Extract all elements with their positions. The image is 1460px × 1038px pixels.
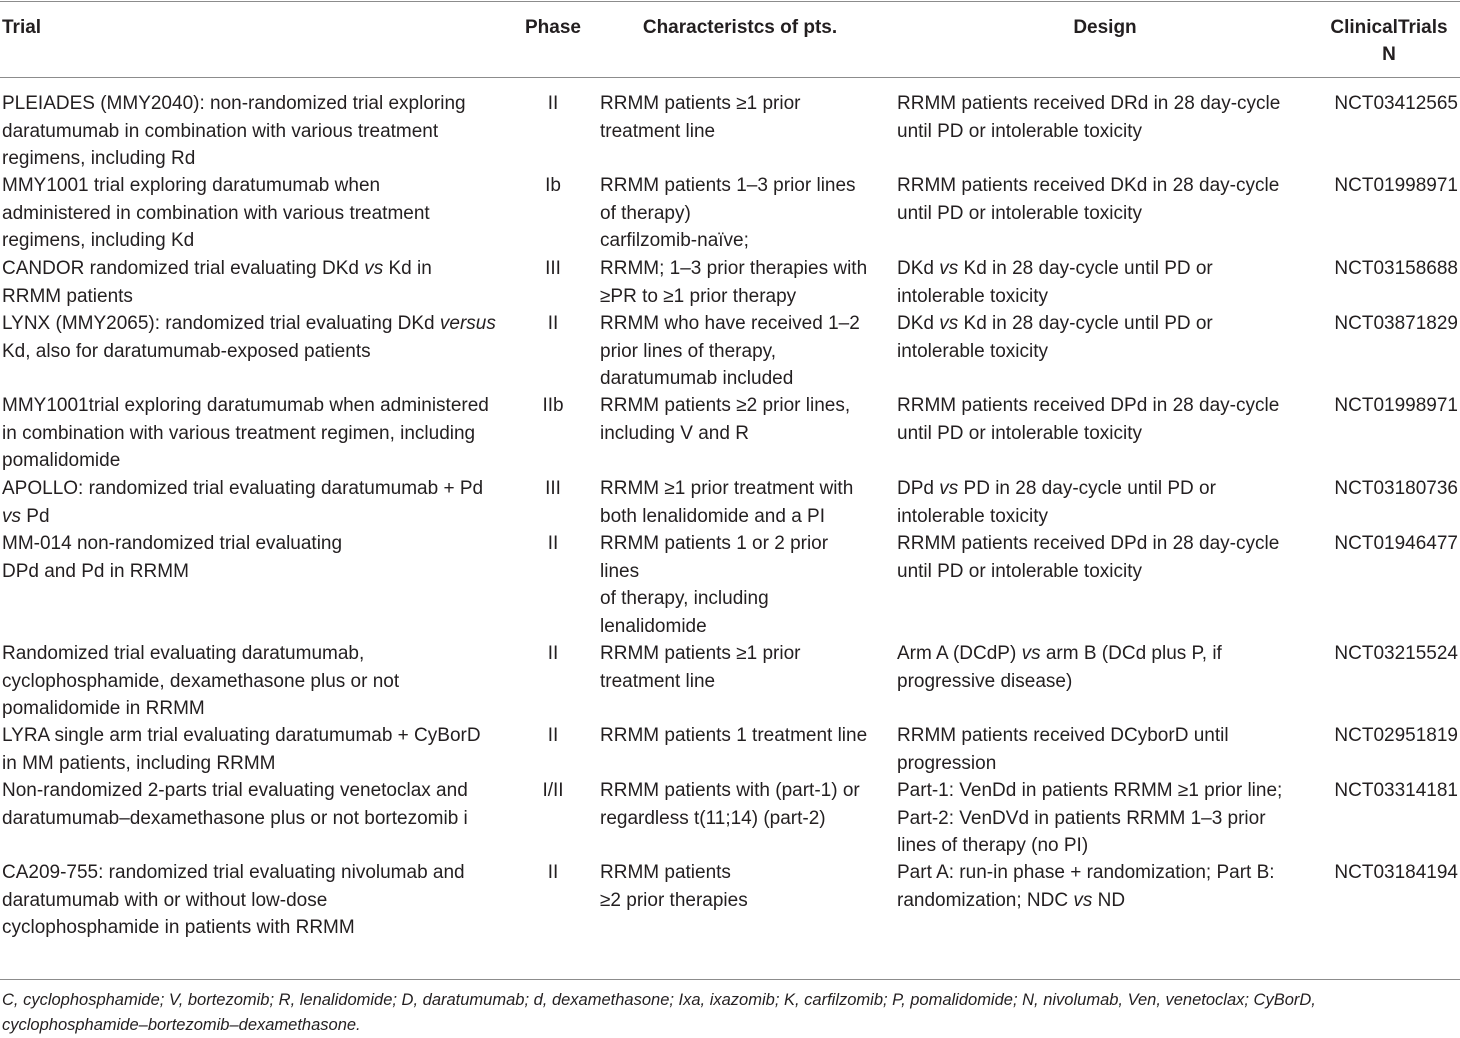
cell-trial-line: RRMM patients <box>2 285 133 307</box>
cell-characteristics-line: RRMM patients <box>600 862 731 883</box>
cell-design-line: RRMM patients received DKd in 28 day-cycle <box>897 175 1280 196</box>
cell-nct-number-line: NCT03184194 <box>1334 862 1458 883</box>
cell-phase-line: IIb <box>542 395 564 416</box>
cell-trial-line: administered in combination with various treatment <box>2 202 430 224</box>
cell-trial-line: in MM patients, including RRMM <box>2 752 276 774</box>
cell-design-line: RRMM patients received DRd in 28 day-cycle <box>897 93 1281 114</box>
cell-trial-line: Non-randomized 2-parts trial evaluating venetoclax and <box>2 780 468 801</box>
cell-design-line: until PD or intolerable toxicity <box>897 560 1142 582</box>
cell-characteristics-line: RRMM; 1–3 prior therapies with <box>600 258 868 279</box>
cell-phase-line: II <box>547 313 559 334</box>
cell-phase <box>500 777 606 805</box>
cell-characteristics-line: ≥PR to ≥1 prior therapy <box>600 285 797 307</box>
cell-phase-line: I/II <box>542 780 564 801</box>
footnote-line: cyclophosphamide–bortezomib–dexamethasone. <box>2 1016 361 1034</box>
cell-nct-number <box>1318 392 1458 420</box>
cell-trial-line: daratumumab–dexamethasone plus or not bortezomib i <box>2 807 468 829</box>
cell-nct-number-line: NCT03215524 <box>1334 643 1458 664</box>
cell-characteristics <box>600 392 885 447</box>
cell-characteristics-line: lenalidomide <box>600 615 707 637</box>
cell-trial-line: MM-014 non-randomized trial evaluating <box>2 533 343 554</box>
cell-nct-number-line: NCT03871829 <box>1334 313 1458 334</box>
cell-phase <box>500 530 606 558</box>
cell-characteristics-line: treatment line <box>600 670 716 692</box>
cell-characteristics-line: ≥2 prior therapies <box>600 889 748 911</box>
cell-nct-number-line: NCT01946477 <box>1334 533 1458 554</box>
cell-phase-line: II <box>547 93 559 114</box>
cell-phase <box>500 255 606 283</box>
cell-design <box>897 392 1317 447</box>
cell-trial-line: cyclophosphamide in patients with RRMM <box>2 917 355 938</box>
cell-characteristics-line: of therapy, including <box>600 588 769 609</box>
cell-trial <box>2 255 512 310</box>
cell-trial-line: daratumumab in combination with various treatment <box>2 120 439 142</box>
cell-characteristics-line: RRMM who have received 1–2 <box>600 313 860 334</box>
cell-trial-line: MMY1001trial exploring daratumumab when administered <box>2 395 489 416</box>
cell-design <box>897 777 1317 860</box>
cell-characteristics <box>600 310 885 393</box>
cell-phase <box>500 392 606 420</box>
cell-nct-number <box>1318 777 1458 805</box>
cell-characteristics-line: regardless t(11;14) (part-2) <box>600 807 826 829</box>
cell-nct-number <box>1318 255 1458 283</box>
cell-characteristics-line: carfilzomib-naïve; <box>600 230 749 251</box>
cell-design-line: randomization; NDC vs ND <box>897 889 1126 911</box>
cell-characteristics-line: lines <box>600 560 640 582</box>
cell-characteristics-line: of therapy) <box>600 202 691 224</box>
cell-phase <box>500 475 606 503</box>
cell-trial <box>2 310 512 365</box>
cell-phase <box>500 722 606 750</box>
header-clinicaltrials-line2: N <box>1382 44 1396 65</box>
cell-nct-number <box>1318 90 1458 118</box>
cell-trial-line: pomalidomide in RRMM <box>2 698 205 719</box>
cell-design-line: RRMM patients received DPd in 28 day-cycle <box>897 395 1280 416</box>
cell-design-line: intolerable toxicity <box>897 285 1049 307</box>
cell-phase <box>500 310 606 338</box>
cell-phase-line: II <box>547 862 559 883</box>
cell-trial <box>2 172 512 255</box>
cell-characteristics-line: RRMM patients ≥2 prior lines, <box>600 395 851 416</box>
cell-design <box>897 530 1317 585</box>
cell-design-line: until PD or intolerable toxicity <box>897 120 1142 142</box>
cell-characteristics <box>600 859 885 914</box>
cell-phase <box>500 172 606 200</box>
cell-trial-line: daratumumab with or without low-dose <box>2 889 328 911</box>
cell-characteristics <box>600 722 885 750</box>
cell-design <box>897 255 1317 310</box>
cell-design-line: DPd vs PD in 28 day-cycle until PD or <box>897 478 1216 499</box>
cell-characteristics <box>600 90 885 145</box>
cell-trial-line: CA209-755: randomized trial evaluating nivolumab and <box>2 862 465 883</box>
cell-nct-number <box>1318 310 1458 338</box>
cell-trial <box>2 777 512 832</box>
cell-trial <box>2 392 512 475</box>
cell-design <box>897 640 1317 695</box>
cell-nct-number-line: NCT03412565 <box>1334 93 1458 114</box>
header-clinicaltrials-line1: ClinicalTrials <box>1330 17 1448 38</box>
table-top-rule <box>0 1 1460 2</box>
cell-nct-number-line: NCT03158688 <box>1334 258 1458 279</box>
cell-nct-number <box>1318 530 1458 558</box>
cell-characteristics-line: RRMM patients 1 or 2 prior <box>600 533 829 554</box>
cell-phase <box>500 640 606 668</box>
header-bottom-rule <box>0 77 1460 78</box>
table-bottom-rule <box>0 979 1460 980</box>
cell-characteristics-line: including V and R <box>600 422 749 444</box>
cell-characteristics-line: RRMM ≥1 prior treatment with <box>600 478 854 499</box>
cell-phase-line: III <box>545 478 561 499</box>
cell-trial-line: vs Pd <box>2 505 50 527</box>
cell-nct-number <box>1318 475 1458 503</box>
cell-design-line: progression <box>897 752 997 774</box>
cell-design-line: intolerable toxicity <box>897 340 1049 362</box>
cell-nct-number-line: NCT03314181 <box>1334 780 1458 801</box>
cell-trial <box>2 90 512 173</box>
cell-nct-number <box>1318 172 1458 200</box>
cell-design <box>897 90 1317 145</box>
cell-trial-line: pomalidomide <box>2 450 121 471</box>
cell-nct-number <box>1318 722 1458 750</box>
cell-characteristics-line: RRMM patients 1–3 prior lines <box>600 175 856 196</box>
footnote-line: C, cyclophosphamide; V, bortezomib; R, lenalidomide; D, daratumumab; d, dexamethasone; Ixa, ixazomib; K, carfilzomib; P, pomalidomide; N, nivolumab, Ven, venetoclax; CyBorD, <box>2 991 1316 1009</box>
cell-characteristics-line: prior lines of therapy, <box>600 340 777 362</box>
header-design: Design <box>1073 17 1137 38</box>
header-characteristics: Characteristcs of pts. <box>642 17 838 38</box>
cell-trial-line: CANDOR randomized trial evaluating DKd vs Kd in <box>2 258 432 279</box>
cell-design <box>897 722 1317 777</box>
cell-characteristics <box>600 172 885 255</box>
cell-design-line: Arm A (DCdP) vs arm B (DCd plus P, if <box>897 643 1222 664</box>
cell-nct-number <box>1318 859 1458 887</box>
cell-phase-line: II <box>547 725 559 746</box>
cell-trial <box>2 475 512 530</box>
table-footnote <box>2 988 1458 1038</box>
cell-design-line: until PD or intolerable toxicity <box>897 202 1142 224</box>
cell-characteristics-line: RRMM patients ≥1 prior <box>600 643 801 664</box>
cell-trial-line: DPd and Pd in RRMM <box>2 560 189 582</box>
cell-characteristics <box>600 777 885 832</box>
cell-characteristics <box>600 475 885 530</box>
cell-design-line: Part A: run-in phase + randomization; Part B: <box>897 862 1275 883</box>
cell-trial-line: cyclophosphamide, dexamethasone plus or not <box>2 670 400 692</box>
cell-nct-number-line: NCT01998971 <box>1334 395 1458 416</box>
cell-design-line: Part-2: VenDVd in patients RRMM 1–3 prior <box>897 807 1266 829</box>
cell-design <box>897 859 1317 914</box>
cell-trial-line: MMY1001 trial exploring daratumumab when <box>2 175 381 196</box>
cell-characteristics <box>600 530 885 640</box>
cell-design-line: Part-1: VenDd in patients RRMM ≥1 prior line; <box>897 780 1283 801</box>
cell-trial <box>2 722 512 777</box>
cell-nct-number-line: NCT01998971 <box>1334 175 1458 196</box>
cell-trial-line: in combination with various treatment regimen, including <box>2 422 476 444</box>
cell-characteristics-line: daratumumab included <box>600 368 794 389</box>
cell-phase-line: III <box>545 258 561 279</box>
cell-design <box>897 172 1317 227</box>
cell-design-line: DKd vs Kd in 28 day-cycle until PD or <box>897 258 1213 279</box>
cell-characteristics-line: RRMM patients with (part-1) or <box>600 780 860 801</box>
cell-design-line: intolerable toxicity <box>897 505 1049 527</box>
cell-design-line: until PD or intolerable toxicity <box>897 422 1142 444</box>
cell-trial-line: LYNX (MMY2065): randomized trial evaluating DKd versus <box>2 313 496 334</box>
cell-design-line: DKd vs Kd in 28 day-cycle until PD or <box>897 313 1213 334</box>
cell-trial-line: LYRA single arm trial evaluating daratumumab + CyBorD <box>2 725 481 746</box>
cell-trial <box>2 640 512 723</box>
cell-trial-line: regimens, including Rd <box>2 148 196 169</box>
cell-trial <box>2 530 512 585</box>
cell-design-line: RRMM patients received DCyborD until <box>897 725 1229 746</box>
cell-trial-line: APOLLO: randomized trial evaluating daratumumab + Pd <box>2 478 484 499</box>
cell-characteristics <box>600 640 885 695</box>
cell-characteristics-line: treatment line <box>600 120 716 142</box>
cell-design <box>897 475 1317 530</box>
cell-trial-line: Kd, also for daratumumab-exposed patients <box>2 340 371 362</box>
cell-nct-number-line: NCT02951819 <box>1334 725 1458 746</box>
header-phase: Phase <box>525 17 581 38</box>
cell-nct-number <box>1318 640 1458 668</box>
cell-phase <box>500 90 606 118</box>
cell-phase-line: II <box>547 533 559 554</box>
cell-phase-line: II <box>547 643 559 664</box>
cell-trial-line: Randomized trial evaluating daratumumab, <box>2 643 365 664</box>
header-clinicaltrials <box>1320 14 1458 68</box>
cell-trial-line: PLEIADES (MMY2040): non-randomized trial exploring <box>2 93 466 114</box>
cell-characteristics <box>600 255 885 310</box>
cell-design-line: progressive disease) <box>897 670 1073 692</box>
cell-trial-line: regimens, including Kd <box>2 230 195 251</box>
cell-characteristics-line: RRMM patients ≥1 prior <box>600 93 801 114</box>
cell-phase-line: Ib <box>545 175 561 196</box>
cell-nct-number-line: NCT03180736 <box>1334 478 1458 499</box>
cell-trial <box>2 859 512 942</box>
header-trial: Trial <box>2 17 42 38</box>
cell-design-line: RRMM patients received DPd in 28 day-cycle <box>897 533 1280 554</box>
cell-phase <box>500 859 606 887</box>
cell-design-line: lines of therapy (no PI) <box>897 835 1089 856</box>
cell-characteristics-line: both lenalidomide and a PI <box>600 505 825 527</box>
cell-characteristics-line: RRMM patients 1 treatment line <box>600 725 868 746</box>
cell-design <box>897 310 1317 365</box>
